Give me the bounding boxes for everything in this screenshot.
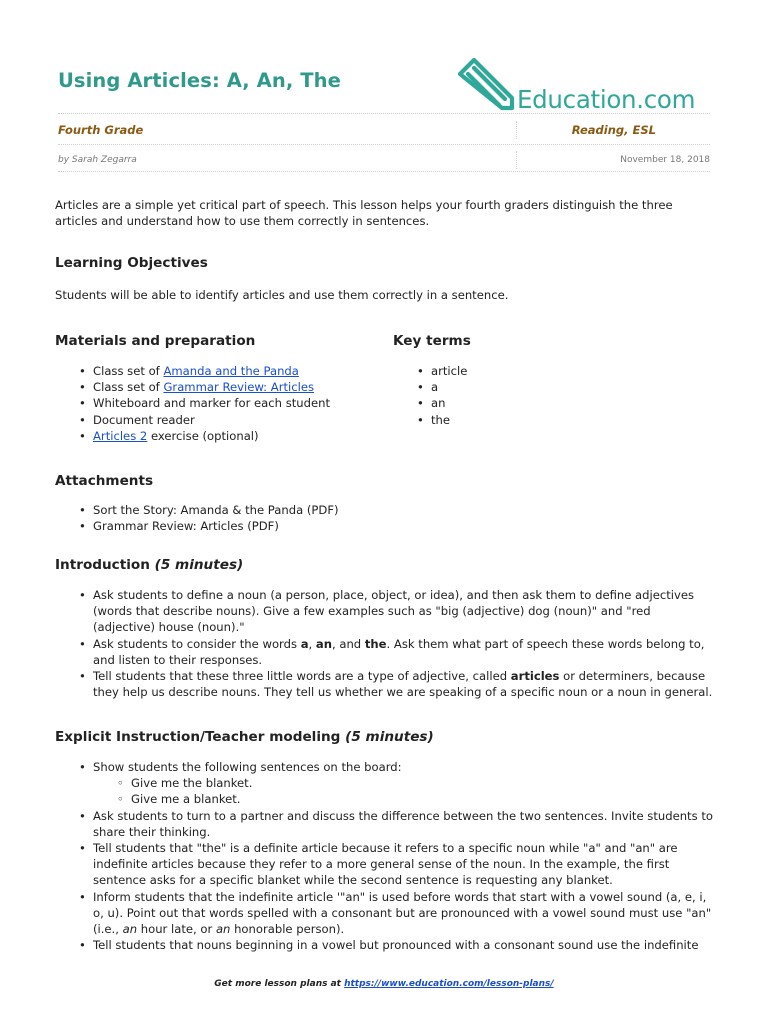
list-item: • article [393, 363, 693, 379]
education-logo[interactable] [456, 56, 716, 112]
list-item: • Tell students that "the" is a definite article because it refers to a specific noun while "a" and "an" are indefinite articles because they refer to a more general sense of the noun. In the example, the first sentence asks for a specific blanket while the second sentence is requesting any blanket. [55, 840, 715, 889]
list-item: • Grammar Review: Articles (PDF) [55, 518, 695, 534]
publish-date: November 18, 2018 [620, 155, 710, 165]
key-terms-heading: Key terms [393, 333, 471, 349]
item-text: exercise (optional) [147, 428, 259, 443]
page-title: Using Articles: A, An, The [58, 69, 341, 92]
footer [0, 979, 768, 989]
subject-label: Reading, ESL [571, 123, 656, 137]
list-item [55, 379, 385, 395]
list-item: • Ask students to turn to a partner and discuss the difference between the two sentences. Invite students to share their thinking. [55, 808, 715, 840]
list-item [55, 412, 385, 428]
objectives-text: Students will be able to identify articles and use them correctly in a sentence. [55, 288, 509, 302]
list-item: • an [393, 395, 693, 411]
logo-pencil-icon [456, 56, 516, 112]
logo-text: Education.com [517, 85, 696, 114]
explicit-list [55, 759, 715, 953]
text: , [308, 636, 316, 651]
text: Ask students to consider the words [93, 636, 301, 651]
text: , and [331, 636, 365, 651]
italic-term: an [122, 922, 138, 937]
list-item [55, 395, 385, 411]
list-item [55, 889, 715, 938]
heading-text: Introduction [55, 557, 150, 573]
text: or determiners, because they help us describe nouns. They tell us whether we are speaking of a specific noun or a noun in general. [93, 669, 713, 700]
bold-term: the [364, 636, 387, 651]
link-articles-2[interactable]: Articles 2 [93, 428, 148, 443]
header-divider [58, 113, 710, 114]
list-item [55, 428, 385, 444]
duration: (5 minutes) [154, 557, 244, 573]
header-vertical-divider [516, 121, 517, 139]
sub-list-item: ◦ Give me the blanket. [93, 775, 715, 791]
header-vertical-divider [516, 151, 517, 169]
explicit-instruction-heading [55, 729, 434, 745]
list-item: • Sort the Story: Amanda & the Panda (PDF) [55, 502, 695, 518]
item-text: Class set of [93, 380, 164, 395]
objectives-heading: Learning Objectives [55, 255, 208, 271]
text: Show students the following sentences on the board: [93, 760, 402, 774]
item-text: Document reader [93, 412, 195, 427]
footer-text: Get more lesson plans at [214, 979, 345, 989]
duration: (5 minutes) [345, 729, 434, 745]
list-item [55, 363, 385, 379]
link-grammar-review-articles[interactable]: Grammar Review: Articles [163, 380, 315, 395]
list-item [55, 759, 715, 808]
materials-list [55, 363, 385, 444]
sub-list-item: ◦ Give me a blanket. [93, 791, 715, 807]
list-item: • Tell students that nouns beginning in a vowel but pronounced with a consonant sound use the indefinite [55, 937, 715, 953]
heading-text: Explicit Instruction/Teacher modeling [55, 729, 341, 745]
bold-term: articles [510, 669, 560, 684]
lesson-plans-link[interactable]: https://www.education.com/lesson-plans/ [344, 979, 554, 989]
sub-list [93, 775, 715, 807]
link-amanda-and-the-panda[interactable]: Amanda and the Panda [163, 364, 299, 378]
bold-term: a [300, 636, 309, 651]
list-item: • Ask students to define a noun (a person, place, object, or idea), and then ask them to define adjectives (words that describe nouns). Give a few examples such as "big (adjective) dog (noun)" and "red (adjective) house (noun)." [55, 587, 715, 636]
text: . Ask them what part of speech these words belong to, and listen to their responses. [93, 636, 705, 667]
introduction-list [55, 587, 715, 700]
text: hour late, or [137, 922, 216, 937]
item-text: Whiteboard and marker for each student [93, 396, 331, 411]
key-terms-list [393, 363, 693, 428]
grade-label: Fourth Grade [58, 123, 144, 137]
introduction-heading [55, 557, 243, 573]
list-item [55, 668, 715, 700]
list-item [55, 636, 715, 668]
list-item: • a [393, 379, 693, 395]
attachments-list [55, 502, 695, 534]
header-divider [58, 144, 710, 145]
list-item: • the [393, 412, 693, 428]
italic-term: an [215, 922, 231, 937]
item-text: Class set of [93, 364, 164, 378]
materials-heading: Materials and preparation [55, 333, 256, 349]
intro-paragraph: Articles are a simple yet critical part of speech. This lesson helps your fourth graders distinguish the three articles and understand how to use them correctly in sentences. [55, 198, 673, 229]
header-divider [58, 171, 710, 172]
text: Inform students that the indefinite article '"an" is used before words that start with a vowel sound (a, e, i, o, u). Point out that words spelled with a consonant but are pronounced with a vowel sound must use "an" (i.e., [93, 889, 712, 937]
attachments-heading: Attachments [55, 473, 154, 489]
author: by Sarah Zegarra [58, 155, 137, 165]
text: honorable person). [230, 922, 345, 937]
text: Tell students that these three little words are a type of adjective, called [93, 669, 511, 684]
bold-term: an [315, 636, 332, 651]
